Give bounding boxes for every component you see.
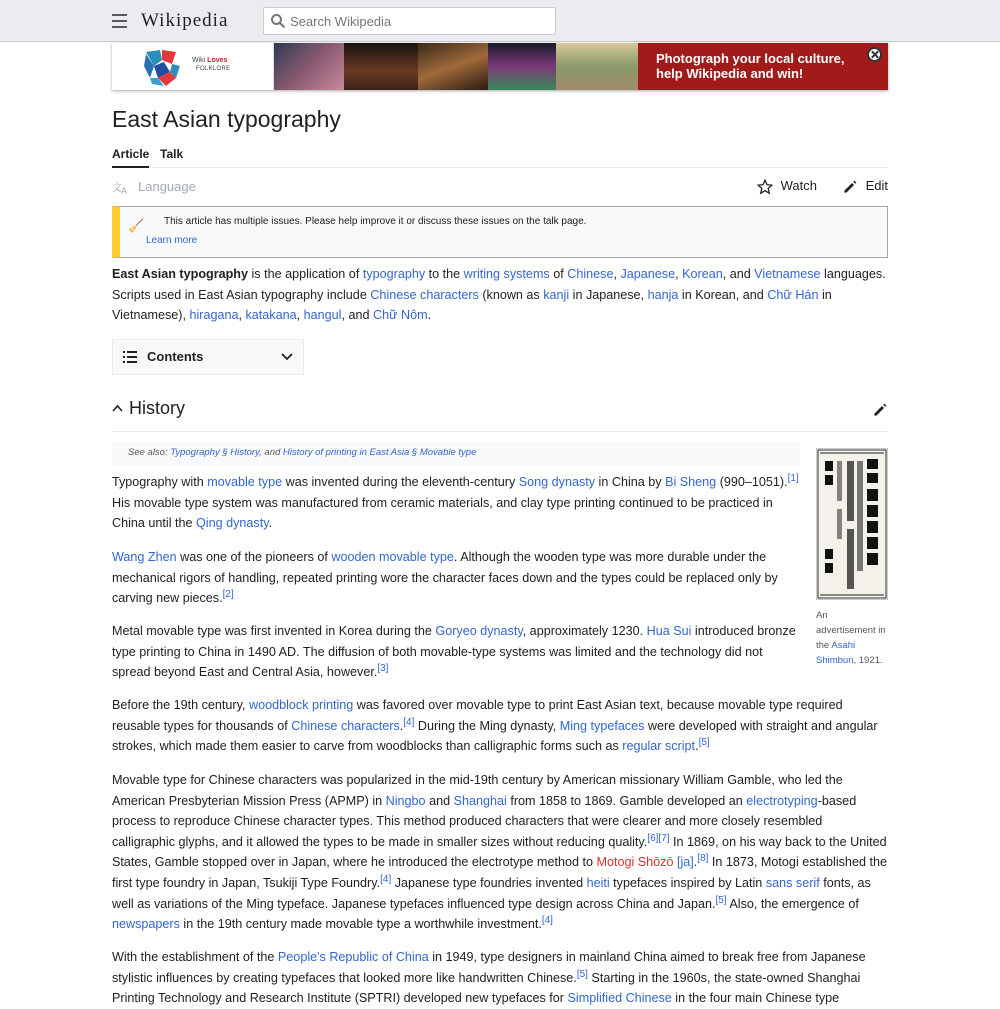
text: in 1949, type designers in mainland China aimed to break free from Japanese stylistic influences by creating typefaces that looked more like handwritten Chinese. bbox=[112, 950, 866, 985]
text: in China by bbox=[595, 475, 666, 489]
link-korean[interactable]: Korean bbox=[682, 267, 723, 281]
history-paragraph-5 bbox=[112, 770, 888, 935]
link-wang-zhen[interactable]: Wang Zhen bbox=[112, 550, 177, 564]
globe-puzzle-icon bbox=[142, 46, 188, 87]
text: typefaces inspired by Latin bbox=[609, 875, 766, 890]
list-icon bbox=[123, 351, 137, 363]
text: , bbox=[296, 308, 304, 323]
citation[interactable]: [7] bbox=[658, 832, 670, 844]
text: introduced bronze type printing to China in 1490 AD. The diffusion of both movable-type systems was limited and the technology did not spread beyond East and Central Asia, however. bbox=[112, 624, 796, 680]
text: to the bbox=[425, 267, 464, 281]
text: from 1858 to 1869. Gamble developed an bbox=[506, 793, 747, 808]
link-chinese-characters[interactable]: Chinese characters bbox=[291, 718, 400, 733]
text: languages. Scripts used in East Asian typography include bbox=[112, 267, 886, 302]
section-heading-history[interactable] bbox=[112, 398, 888, 432]
link-hanja[interactable]: hanja bbox=[647, 287, 679, 302]
link-bi-sheng[interactable]: Bi Sheng bbox=[665, 475, 717, 489]
search-icon bbox=[270, 13, 286, 29]
text: In 1869, on his way back to the United States, Gamble stopped over in Japan, where he introduced the electrotype method to bbox=[112, 834, 887, 870]
link-wooden-movable-type[interactable]: wooden movable type bbox=[331, 550, 454, 564]
text: -based process to reproduce Chinese character types. This method produced characters that were clearer and more closely resembled calligraphic glyphs, and it allowed the types to be made in smaller sizes without reducing quality. bbox=[112, 793, 857, 849]
text: Metal movable type was first invented in Korea during the bbox=[112, 624, 436, 638]
citation[interactable]: [6] bbox=[647, 832, 659, 844]
citation[interactable]: [8] bbox=[697, 853, 709, 865]
see-also-hatnote bbox=[112, 442, 800, 466]
link-qing-dynasty[interactable]: Qing dynasty bbox=[196, 516, 269, 531]
banner-logo-sub: FOLKLORE bbox=[196, 66, 231, 72]
text: , bbox=[238, 308, 246, 323]
figure-advertisement bbox=[816, 448, 888, 668]
text: Starting in the 1960s, the state-owned Shanghai Printing Technology and Research Institute (SPTRI) developed new typefaces for bbox=[112, 970, 861, 1006]
chevron-down-icon bbox=[281, 352, 293, 362]
text: , 1921. bbox=[853, 655, 883, 666]
newspaper-ad-graphic bbox=[817, 449, 887, 599]
link-ningbo[interactable]: Ningbo bbox=[385, 793, 426, 808]
chevron-up-icon[interactable] bbox=[112, 404, 123, 414]
intro-bold: East Asian typography bbox=[112, 267, 248, 281]
watch-label: Watch bbox=[780, 178, 817, 193]
text: was one of the pioneers of bbox=[176, 550, 332, 564]
link-shanghai[interactable]: Shanghai bbox=[453, 793, 507, 808]
text: . Although the wooden type was more durable under the mechanical rigors of handling, repeated printing wore the character faces down and the types could be replaced only by carving new pieces. bbox=[112, 550, 778, 606]
translate-icon bbox=[112, 181, 130, 195]
link-electrotyping[interactable]: electrotyping bbox=[746, 793, 818, 808]
text: Also, the emergence of bbox=[726, 896, 859, 911]
link-woodblock-printing[interactable]: woodblock printing bbox=[248, 698, 354, 712]
link-typography[interactable]: typography bbox=[362, 267, 426, 281]
advertisement-image[interactable] bbox=[816, 448, 888, 600]
contents-label: Contents bbox=[147, 349, 204, 364]
text: in the four main Chinese type bbox=[671, 991, 840, 1006]
redlink-motogi-shozo[interactable]: Motogi Shōzō bbox=[596, 855, 674, 870]
text: , and bbox=[259, 447, 283, 458]
text: Japanese type foundries invented bbox=[391, 875, 587, 890]
link-vietnamese[interactable]: Vietnamese bbox=[754, 267, 821, 281]
link-japanese[interactable]: Japanese bbox=[620, 267, 676, 281]
link-hua-sui[interactable]: Hua Sui bbox=[646, 624, 692, 638]
text: in Korean, and bbox=[678, 287, 768, 302]
text: was invented during the eleventh-century bbox=[282, 475, 519, 489]
text: fonts, as well as variations of the Ming typeface. Japanese typefaces influenced type design across China and Japan. bbox=[112, 875, 871, 911]
page-title: East Asian typography bbox=[112, 106, 341, 132]
edit-button[interactable] bbox=[842, 178, 888, 195]
link-chu-han[interactable]: Chữ Hán bbox=[767, 287, 819, 302]
language-button[interactable] bbox=[112, 179, 196, 195]
tab-article[interactable]: Article bbox=[112, 147, 149, 168]
citation[interactable]: [5] bbox=[698, 737, 710, 748]
link-simplified-chinese[interactable]: Simplified Chinese bbox=[567, 991, 672, 1006]
link-prc[interactable]: People's Republic of China bbox=[277, 950, 429, 964]
link-hiragana[interactable]: hiragana bbox=[189, 308, 239, 323]
broom-icon: 🧹 bbox=[128, 218, 145, 233]
citation[interactable]: [5] bbox=[715, 894, 727, 906]
language-label: Language bbox=[138, 179, 196, 194]
link-newspapers[interactable]: newspapers bbox=[112, 917, 180, 932]
banner-logo bbox=[112, 43, 274, 90]
multiple-issues-notice bbox=[112, 206, 888, 258]
text: Typography with bbox=[112, 475, 208, 489]
svg-text:A: A bbox=[121, 186, 128, 195]
link-typography-history[interactable]: Typography § History bbox=[170, 447, 260, 458]
text: , bbox=[675, 267, 683, 281]
text: . bbox=[693, 855, 698, 870]
banner-text-line1: Photograph your local culture, bbox=[656, 51, 845, 66]
section-edit-icon[interactable] bbox=[872, 402, 888, 418]
wikipedia-logo[interactable]: Wikipedia bbox=[141, 10, 229, 31]
text: (990–1051). bbox=[716, 475, 788, 489]
citation[interactable]: [1] bbox=[787, 472, 799, 484]
text: , and bbox=[341, 308, 373, 323]
link-chu-nom[interactable]: Chữ Nôm bbox=[372, 308, 428, 323]
campaign-banner[interactable] bbox=[112, 43, 888, 90]
link-regular-script[interactable]: regular script bbox=[622, 739, 696, 754]
text: , approximately 1230. bbox=[522, 624, 647, 638]
link-katakana[interactable]: katakana bbox=[245, 308, 297, 323]
text: . bbox=[427, 308, 432, 323]
figure-caption bbox=[816, 608, 888, 668]
banner-cta[interactable] bbox=[638, 43, 888, 90]
text: (known as bbox=[478, 287, 544, 302]
text: and bbox=[425, 793, 454, 808]
text: In 1873, Motogi established the first type foundry in Japan, Tsukiji Type Foundry. bbox=[112, 855, 887, 890]
text: See also: bbox=[128, 447, 171, 458]
page-tabs bbox=[112, 145, 888, 168]
text: , bbox=[613, 267, 621, 281]
text: in the 19th century made movable type a worthwhile investment. bbox=[179, 917, 542, 932]
history-paragraph-4 bbox=[112, 695, 888, 757]
text: , and bbox=[722, 267, 755, 281]
text: An advertisement in the bbox=[816, 610, 886, 651]
banner-logo-emph: Loves bbox=[207, 57, 228, 64]
text: of bbox=[549, 267, 568, 281]
watch-button[interactable] bbox=[757, 178, 817, 195]
link-chinese[interactable]: Chinese bbox=[567, 267, 614, 281]
text: is the application of bbox=[248, 267, 363, 281]
text: . bbox=[268, 516, 273, 531]
citation[interactable]: [3] bbox=[377, 663, 389, 674]
text: His movable type system was manufactured from ceramic materials, and clay type printing continued to be practiced in China until the bbox=[112, 495, 773, 531]
text: in Vietnamese), bbox=[112, 287, 832, 323]
text: During the Ming dynasty, bbox=[414, 718, 560, 733]
link-ming-typefaces[interactable]: Ming typefaces bbox=[559, 718, 645, 733]
search-box[interactable] bbox=[263, 7, 556, 35]
link-asahi-shimbun[interactable]: Asahi Shimbun bbox=[816, 640, 856, 666]
link-ja-interlanguage[interactable]: [ja] bbox=[676, 855, 694, 870]
page-toolbar bbox=[112, 176, 888, 198]
history-paragraph-3 bbox=[112, 621, 802, 683]
link-song-dynasty[interactable]: Song dynasty bbox=[518, 475, 596, 489]
link-chinese-characters[interactable]: Chinese characters bbox=[370, 287, 479, 302]
banner-photos bbox=[274, 43, 638, 90]
search-input[interactable] bbox=[290, 12, 540, 30]
banner-logo-prefix: Wiki bbox=[192, 57, 206, 64]
banner-text-line2: help Wikipedia and win! bbox=[656, 66, 804, 81]
citation[interactable]: [2] bbox=[222, 589, 234, 600]
star-icon bbox=[757, 179, 773, 195]
contents-toggle[interactable] bbox=[112, 339, 304, 375]
section-title: History bbox=[129, 398, 186, 418]
text: With the establishment of the bbox=[112, 950, 278, 964]
text: Before the 19th century, bbox=[112, 698, 249, 712]
citation[interactable]: [4] bbox=[380, 873, 392, 885]
link-movable-type[interactable]: movable type bbox=[207, 475, 283, 489]
learn-more-link[interactable]: Learn more bbox=[146, 235, 198, 246]
text: were developed with straight and angular strokes, which made them easier to carve from woodblocks than calligraphic forms such as bbox=[112, 718, 878, 754]
link-kanji[interactable]: kanji bbox=[543, 287, 570, 302]
citation[interactable]: [4] bbox=[403, 716, 415, 728]
history-paragraph-2 bbox=[112, 547, 802, 609]
svg-text:文: 文 bbox=[112, 182, 122, 194]
text: . bbox=[399, 718, 404, 733]
text: in Japanese, bbox=[569, 287, 648, 302]
banner-close-icon[interactable] bbox=[867, 47, 882, 62]
link-printing-history[interactable]: History of printing in East Asia § Movable type bbox=[282, 447, 477, 458]
link-goryeo-dynasty[interactable]: Goryeo dynasty bbox=[435, 624, 523, 638]
link-sans-serif[interactable]: sans serif bbox=[765, 875, 820, 890]
text: was favored over movable type to print East Asian text, because movable type required reusable types for thousands of bbox=[112, 698, 843, 733]
link-writing-systems[interactable]: writing systems bbox=[463, 267, 550, 281]
main-menu-icon[interactable] bbox=[112, 14, 127, 28]
link-heiti[interactable]: heiti bbox=[586, 875, 610, 890]
link-hangul[interactable]: hangul bbox=[303, 308, 342, 323]
text: Movable type for Chinese characters was popularized in the mid-19th century by American missionary William Gamble, who led the American Presbyterian Mission Press (APMP) in bbox=[112, 773, 843, 808]
history-paragraph-1 bbox=[112, 472, 802, 534]
intro-paragraph bbox=[112, 264, 888, 326]
citation[interactable]: [5] bbox=[576, 968, 588, 980]
tab-talk[interactable]: Talk bbox=[160, 147, 184, 161]
pencil-icon bbox=[842, 179, 858, 195]
text: . bbox=[695, 739, 699, 754]
citation[interactable]: [4] bbox=[541, 914, 553, 926]
edit-label: Edit bbox=[865, 178, 888, 193]
site-header bbox=[0, 0, 1000, 42]
notice-text: This article has multiple issues. Please help improve it or discuss these issues on the talk page. bbox=[164, 216, 587, 227]
